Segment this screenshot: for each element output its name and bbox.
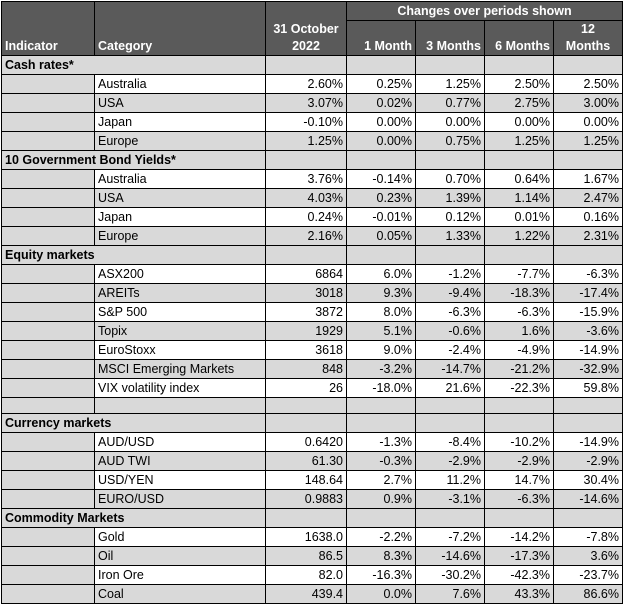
header-1-month: 1 Month	[347, 21, 416, 56]
indicator-cell	[2, 303, 95, 322]
change-6-months-cell: -4.9%	[485, 341, 554, 360]
change-1-month-cell: 0.0%	[347, 585, 416, 604]
change-6-months-cell: -21.2%	[485, 360, 554, 379]
change-12-months-cell: -32.9%	[554, 360, 623, 379]
change-3-months-cell: 0.70%	[416, 170, 485, 189]
spacer-cell	[95, 398, 266, 414]
value-cell: 2.16%	[266, 227, 347, 246]
section-row-currency	[2, 414, 623, 433]
change-3-months-cell: 0.77%	[416, 94, 485, 113]
spacer-cell	[347, 398, 416, 414]
indicator-cell	[2, 227, 95, 246]
value-cell: 848	[266, 360, 347, 379]
change-12-months-cell: 0.16%	[554, 208, 623, 227]
change-1-month-cell: -18.0%	[347, 379, 416, 398]
table-row	[2, 452, 623, 471]
change-1-month-cell: -2.2%	[347, 528, 416, 547]
table-row	[2, 528, 623, 547]
category-cell: USA	[95, 189, 266, 208]
table-row	[2, 360, 623, 379]
change-6-months-cell: 0.64%	[485, 170, 554, 189]
category-cell: S&P 500	[95, 303, 266, 322]
section-blank-cell	[266, 151, 347, 170]
header-category: Category	[95, 2, 266, 56]
table-row	[2, 566, 623, 585]
change-3-months-cell: -6.3%	[416, 303, 485, 322]
change-6-months-cell: 1.14%	[485, 189, 554, 208]
value-cell: 0.6420	[266, 433, 347, 452]
change-1-month-cell: -0.14%	[347, 170, 416, 189]
section-title: Equity markets	[2, 246, 266, 265]
category-cell: ASX200	[95, 265, 266, 284]
value-cell: 26	[266, 379, 347, 398]
indicator-cell	[2, 189, 95, 208]
category-cell: Gold	[95, 528, 266, 547]
section-row-bonds	[2, 151, 623, 170]
section-blank-cell	[485, 509, 554, 528]
section-title: 10 Government Bond Yields*	[2, 151, 266, 170]
category-cell: VIX volatility index	[95, 379, 266, 398]
category-cell: Iron Ore	[95, 566, 266, 585]
change-12-months-cell: 2.47%	[554, 189, 623, 208]
change-1-month-cell: 5.1%	[347, 322, 416, 341]
change-12-months-cell: 1.25%	[554, 132, 623, 151]
change-6-months-cell: -42.3%	[485, 566, 554, 585]
table-row	[2, 379, 623, 398]
section-blank-cell	[266, 56, 347, 75]
header-12-line1: 12	[581, 22, 595, 36]
category-cell: USA	[95, 94, 266, 113]
category-cell: Europe	[95, 132, 266, 151]
value-cell: 1638.0	[266, 528, 347, 547]
table-row	[2, 265, 623, 284]
change-6-months-cell: 43.3%	[485, 585, 554, 604]
change-6-months-cell: -18.3%	[485, 284, 554, 303]
change-12-months-cell: 2.50%	[554, 75, 623, 94]
header-changes-group: Changes over periods shown	[347, 2, 623, 21]
change-3-months-cell: -14.7%	[416, 360, 485, 379]
header-date-line1: 31 October	[273, 22, 339, 36]
section-blank-cell	[485, 56, 554, 75]
spacer-row	[2, 398, 623, 414]
table-row	[2, 490, 623, 509]
section-row-equity	[2, 246, 623, 265]
indicator-cell	[2, 471, 95, 490]
change-6-months-cell: -7.7%	[485, 265, 554, 284]
indicator-cell	[2, 265, 95, 284]
category-cell: MSCI Emerging Markets	[95, 360, 266, 379]
value-cell: 3018	[266, 284, 347, 303]
indicator-cell	[2, 452, 95, 471]
change-6-months-cell: -6.3%	[485, 303, 554, 322]
change-6-months-cell: 1.6%	[485, 322, 554, 341]
indicator-cell	[2, 547, 95, 566]
indicator-cell	[2, 528, 95, 547]
value-cell: 3872	[266, 303, 347, 322]
indicator-cell	[2, 94, 95, 113]
value-cell: 148.64	[266, 471, 347, 490]
category-cell: Australia	[95, 170, 266, 189]
table-row	[2, 585, 623, 604]
indicator-cell	[2, 379, 95, 398]
change-3-months-cell: 11.2%	[416, 471, 485, 490]
table-row	[2, 471, 623, 490]
indicator-cell	[2, 208, 95, 227]
value-cell: 4.03%	[266, 189, 347, 208]
section-row-commodity	[2, 509, 623, 528]
section-blank-cell	[266, 414, 347, 433]
change-1-month-cell: 9.3%	[347, 284, 416, 303]
change-12-months-cell: -7.8%	[554, 528, 623, 547]
change-12-months-cell: 3.6%	[554, 547, 623, 566]
change-3-months-cell: -0.6%	[416, 322, 485, 341]
change-1-month-cell: 0.00%	[347, 113, 416, 132]
change-3-months-cell: -1.2%	[416, 265, 485, 284]
category-cell: AUD TWI	[95, 452, 266, 471]
section-blank-cell	[347, 414, 416, 433]
spacer-cell	[266, 398, 347, 414]
change-6-months-cell: -6.3%	[485, 490, 554, 509]
section-blank-cell	[554, 246, 623, 265]
change-12-months-cell: 2.31%	[554, 227, 623, 246]
header-6-months: 6 Months	[485, 21, 554, 56]
change-1-month-cell: 2.7%	[347, 471, 416, 490]
change-1-month-cell: 0.00%	[347, 132, 416, 151]
change-3-months-cell: 1.25%	[416, 75, 485, 94]
market-indicators-table	[1, 1, 623, 604]
value-cell: 439.4	[266, 585, 347, 604]
change-1-month-cell: 9.0%	[347, 341, 416, 360]
spacer-cell	[485, 398, 554, 414]
table-row	[2, 433, 623, 452]
section-blank-cell	[416, 509, 485, 528]
value-cell: 86.5	[266, 547, 347, 566]
change-1-month-cell: -3.2%	[347, 360, 416, 379]
change-6-months-cell: -22.3%	[485, 379, 554, 398]
change-1-month-cell: -1.3%	[347, 433, 416, 452]
change-12-months-cell: -2.9%	[554, 452, 623, 471]
change-3-months-cell: -30.2%	[416, 566, 485, 585]
value-cell: 6864	[266, 265, 347, 284]
category-cell: Japan	[95, 113, 266, 132]
indicator-cell	[2, 170, 95, 189]
value-cell: 2.60%	[266, 75, 347, 94]
indicator-cell	[2, 75, 95, 94]
change-12-months-cell: -6.3%	[554, 265, 623, 284]
change-12-months-cell: 30.4%	[554, 471, 623, 490]
category-cell: Coal	[95, 585, 266, 604]
section-blank-cell	[416, 246, 485, 265]
value-cell: 0.9883	[266, 490, 347, 509]
section-blank-cell	[554, 509, 623, 528]
value-cell: 0.24%	[266, 208, 347, 227]
spacer-cell	[416, 398, 485, 414]
change-3-months-cell: 0.12%	[416, 208, 485, 227]
header-date-line2: 2022	[292, 39, 320, 53]
section-blank-cell	[347, 509, 416, 528]
value-cell: 3618	[266, 341, 347, 360]
category-cell: Europe	[95, 227, 266, 246]
indicator-cell	[2, 585, 95, 604]
indicator-cell	[2, 360, 95, 379]
table-row	[2, 170, 623, 189]
table-row	[2, 227, 623, 246]
change-1-month-cell: 0.02%	[347, 94, 416, 113]
section-blank-cell	[266, 509, 347, 528]
category-cell: EURO/USD	[95, 490, 266, 509]
change-12-months-cell: -17.4%	[554, 284, 623, 303]
category-cell: AREITs	[95, 284, 266, 303]
change-6-months-cell: 2.50%	[485, 75, 554, 94]
value-cell: 1929	[266, 322, 347, 341]
indicator-cell	[2, 341, 95, 360]
table-header	[2, 2, 623, 56]
change-12-months-cell: -3.6%	[554, 322, 623, 341]
header-date	[266, 2, 347, 56]
section-blank-cell	[347, 246, 416, 265]
category-cell: USD/YEN	[95, 471, 266, 490]
table-row	[2, 284, 623, 303]
indicator-cell	[2, 284, 95, 303]
change-6-months-cell: 2.75%	[485, 94, 554, 113]
table-row	[2, 132, 623, 151]
change-3-months-cell: -2.4%	[416, 341, 485, 360]
category-cell: Oil	[95, 547, 266, 566]
value-cell: 82.0	[266, 566, 347, 585]
change-12-months-cell: -14.9%	[554, 433, 623, 452]
indicator-cell	[2, 433, 95, 452]
change-3-months-cell: -7.2%	[416, 528, 485, 547]
change-3-months-cell: 21.6%	[416, 379, 485, 398]
change-3-months-cell: 1.39%	[416, 189, 485, 208]
change-6-months-cell: 14.7%	[485, 471, 554, 490]
indicator-cell	[2, 322, 95, 341]
section-blank-cell	[347, 56, 416, 75]
header-3-months: 3 Months	[416, 21, 485, 56]
change-3-months-cell: -9.4%	[416, 284, 485, 303]
change-3-months-cell: 0.00%	[416, 113, 485, 132]
change-12-months-cell: 0.00%	[554, 113, 623, 132]
change-1-month-cell: 0.05%	[347, 227, 416, 246]
header-12-months	[554, 21, 623, 56]
change-1-month-cell: 8.0%	[347, 303, 416, 322]
change-3-months-cell: 1.33%	[416, 227, 485, 246]
change-12-months-cell: 1.67%	[554, 170, 623, 189]
indicator-cell	[2, 490, 95, 509]
table-row	[2, 94, 623, 113]
section-blank-cell	[416, 414, 485, 433]
value-cell: 61.30	[266, 452, 347, 471]
indicator-cell	[2, 113, 95, 132]
table-row	[2, 547, 623, 566]
table-row	[2, 113, 623, 132]
section-blank-cell	[485, 246, 554, 265]
header-12-line2: Months	[565, 39, 611, 53]
table-body	[2, 56, 623, 604]
table-row	[2, 189, 623, 208]
section-blank-cell	[485, 151, 554, 170]
change-1-month-cell: -16.3%	[347, 566, 416, 585]
category-cell: Australia	[95, 75, 266, 94]
table-row	[2, 303, 623, 322]
change-6-months-cell: -17.3%	[485, 547, 554, 566]
change-3-months-cell: -14.6%	[416, 547, 485, 566]
indicator-cell	[2, 132, 95, 151]
change-6-months-cell: -2.9%	[485, 452, 554, 471]
change-1-month-cell: 6.0%	[347, 265, 416, 284]
spacer-cell	[2, 398, 95, 414]
change-6-months-cell: -10.2%	[485, 433, 554, 452]
value-cell: 1.25%	[266, 132, 347, 151]
change-1-month-cell: 0.25%	[347, 75, 416, 94]
change-12-months-cell: -23.7%	[554, 566, 623, 585]
change-6-months-cell: 0.01%	[485, 208, 554, 227]
section-blank-cell	[416, 56, 485, 75]
section-title: Cash rates*	[2, 56, 266, 75]
section-blank-cell	[485, 414, 554, 433]
change-12-months-cell: 86.6%	[554, 585, 623, 604]
table-row	[2, 208, 623, 227]
change-3-months-cell: 7.6%	[416, 585, 485, 604]
table-row	[2, 75, 623, 94]
section-blank-cell	[554, 414, 623, 433]
section-blank-cell	[266, 246, 347, 265]
change-12-months-cell: -14.6%	[554, 490, 623, 509]
change-1-month-cell: -0.01%	[347, 208, 416, 227]
change-1-month-cell: -0.3%	[347, 452, 416, 471]
section-blank-cell	[554, 151, 623, 170]
table-row	[2, 341, 623, 360]
value-cell: -0.10%	[266, 113, 347, 132]
change-6-months-cell: 1.22%	[485, 227, 554, 246]
table-row	[2, 322, 623, 341]
change-6-months-cell: -14.2%	[485, 528, 554, 547]
section-row-cash	[2, 56, 623, 75]
change-12-months-cell: 59.8%	[554, 379, 623, 398]
change-12-months-cell: -15.9%	[554, 303, 623, 322]
section-blank-cell	[554, 56, 623, 75]
spacer-cell	[554, 398, 623, 414]
change-12-months-cell: 3.00%	[554, 94, 623, 113]
category-cell: Topix	[95, 322, 266, 341]
change-3-months-cell: -2.9%	[416, 452, 485, 471]
change-3-months-cell: -3.1%	[416, 490, 485, 509]
category-cell: Japan	[95, 208, 266, 227]
change-6-months-cell: 0.00%	[485, 113, 554, 132]
section-blank-cell	[347, 151, 416, 170]
value-cell: 3.07%	[266, 94, 347, 113]
change-3-months-cell: -8.4%	[416, 433, 485, 452]
section-title: Commodity Markets	[2, 509, 266, 528]
header-indicator: Indicator	[2, 2, 95, 56]
change-1-month-cell: 0.23%	[347, 189, 416, 208]
section-blank-cell	[416, 151, 485, 170]
change-12-months-cell: -14.9%	[554, 341, 623, 360]
value-cell: 3.76%	[266, 170, 347, 189]
indicator-cell	[2, 566, 95, 585]
change-1-month-cell: 8.3%	[347, 547, 416, 566]
change-6-months-cell: 1.25%	[485, 132, 554, 151]
category-cell: EuroStoxx	[95, 341, 266, 360]
category-cell: AUD/USD	[95, 433, 266, 452]
change-1-month-cell: 0.9%	[347, 490, 416, 509]
change-3-months-cell: 0.75%	[416, 132, 485, 151]
section-title: Currency markets	[2, 414, 266, 433]
